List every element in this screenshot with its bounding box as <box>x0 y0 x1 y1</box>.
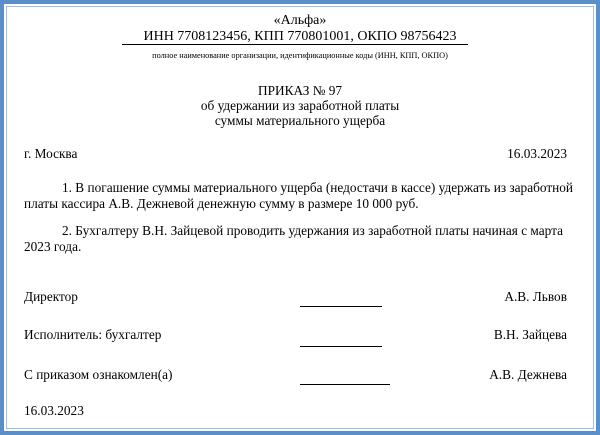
acquainted-role: С приказом ознакомлен(а) <box>24 367 173 382</box>
order-date: 16.03.2023 <box>507 146 567 161</box>
org-caption: полное наименование организации, идентификационные коды (ИНН, КПП, ОКПО) <box>152 51 448 60</box>
order-subtitle-line1: об удержании из заработной платы <box>200 98 400 113</box>
executor-role: Исполнитель: бухгалтер <box>24 327 162 342</box>
paragraph-2: 2. Бухгалтеру В.Н. Зайцевой проводить удержания из заработной платы начиная с марта 2023 года. <box>24 223 563 254</box>
director-role: Директор <box>24 289 78 304</box>
director-name: А.В. Львов <box>504 289 567 304</box>
acquainted-signature-line <box>300 384 390 385</box>
place: г. Москва <box>24 146 78 161</box>
org-ids: ИНН 7708123456, КПП 770801001, ОКПО 98756423 <box>143 29 457 44</box>
director-signature-line <box>300 306 382 307</box>
order-subtitle-line2: суммы материального ущерба <box>214 113 386 128</box>
org-name: «Альфа» <box>273 13 327 28</box>
footer-date: 16.03.2023 <box>24 403 84 418</box>
header-underline <box>122 44 468 45</box>
order-title: ПРИКАЗ № 97 <box>257 83 343 98</box>
acquainted-name: А.В. Дежнева <box>489 367 567 382</box>
executor-signature-line <box>300 346 382 347</box>
paragraph-1: 1. В погашение суммы материального ущерба (недостачи в кассе) удержать из заработной платы кассира А.В. Дежневой денежную сумму в размере 10 000 руб. <box>24 180 574 211</box>
document-inner-border <box>6 6 594 429</box>
executor-name: В.Н. Зайцева <box>493 327 567 342</box>
